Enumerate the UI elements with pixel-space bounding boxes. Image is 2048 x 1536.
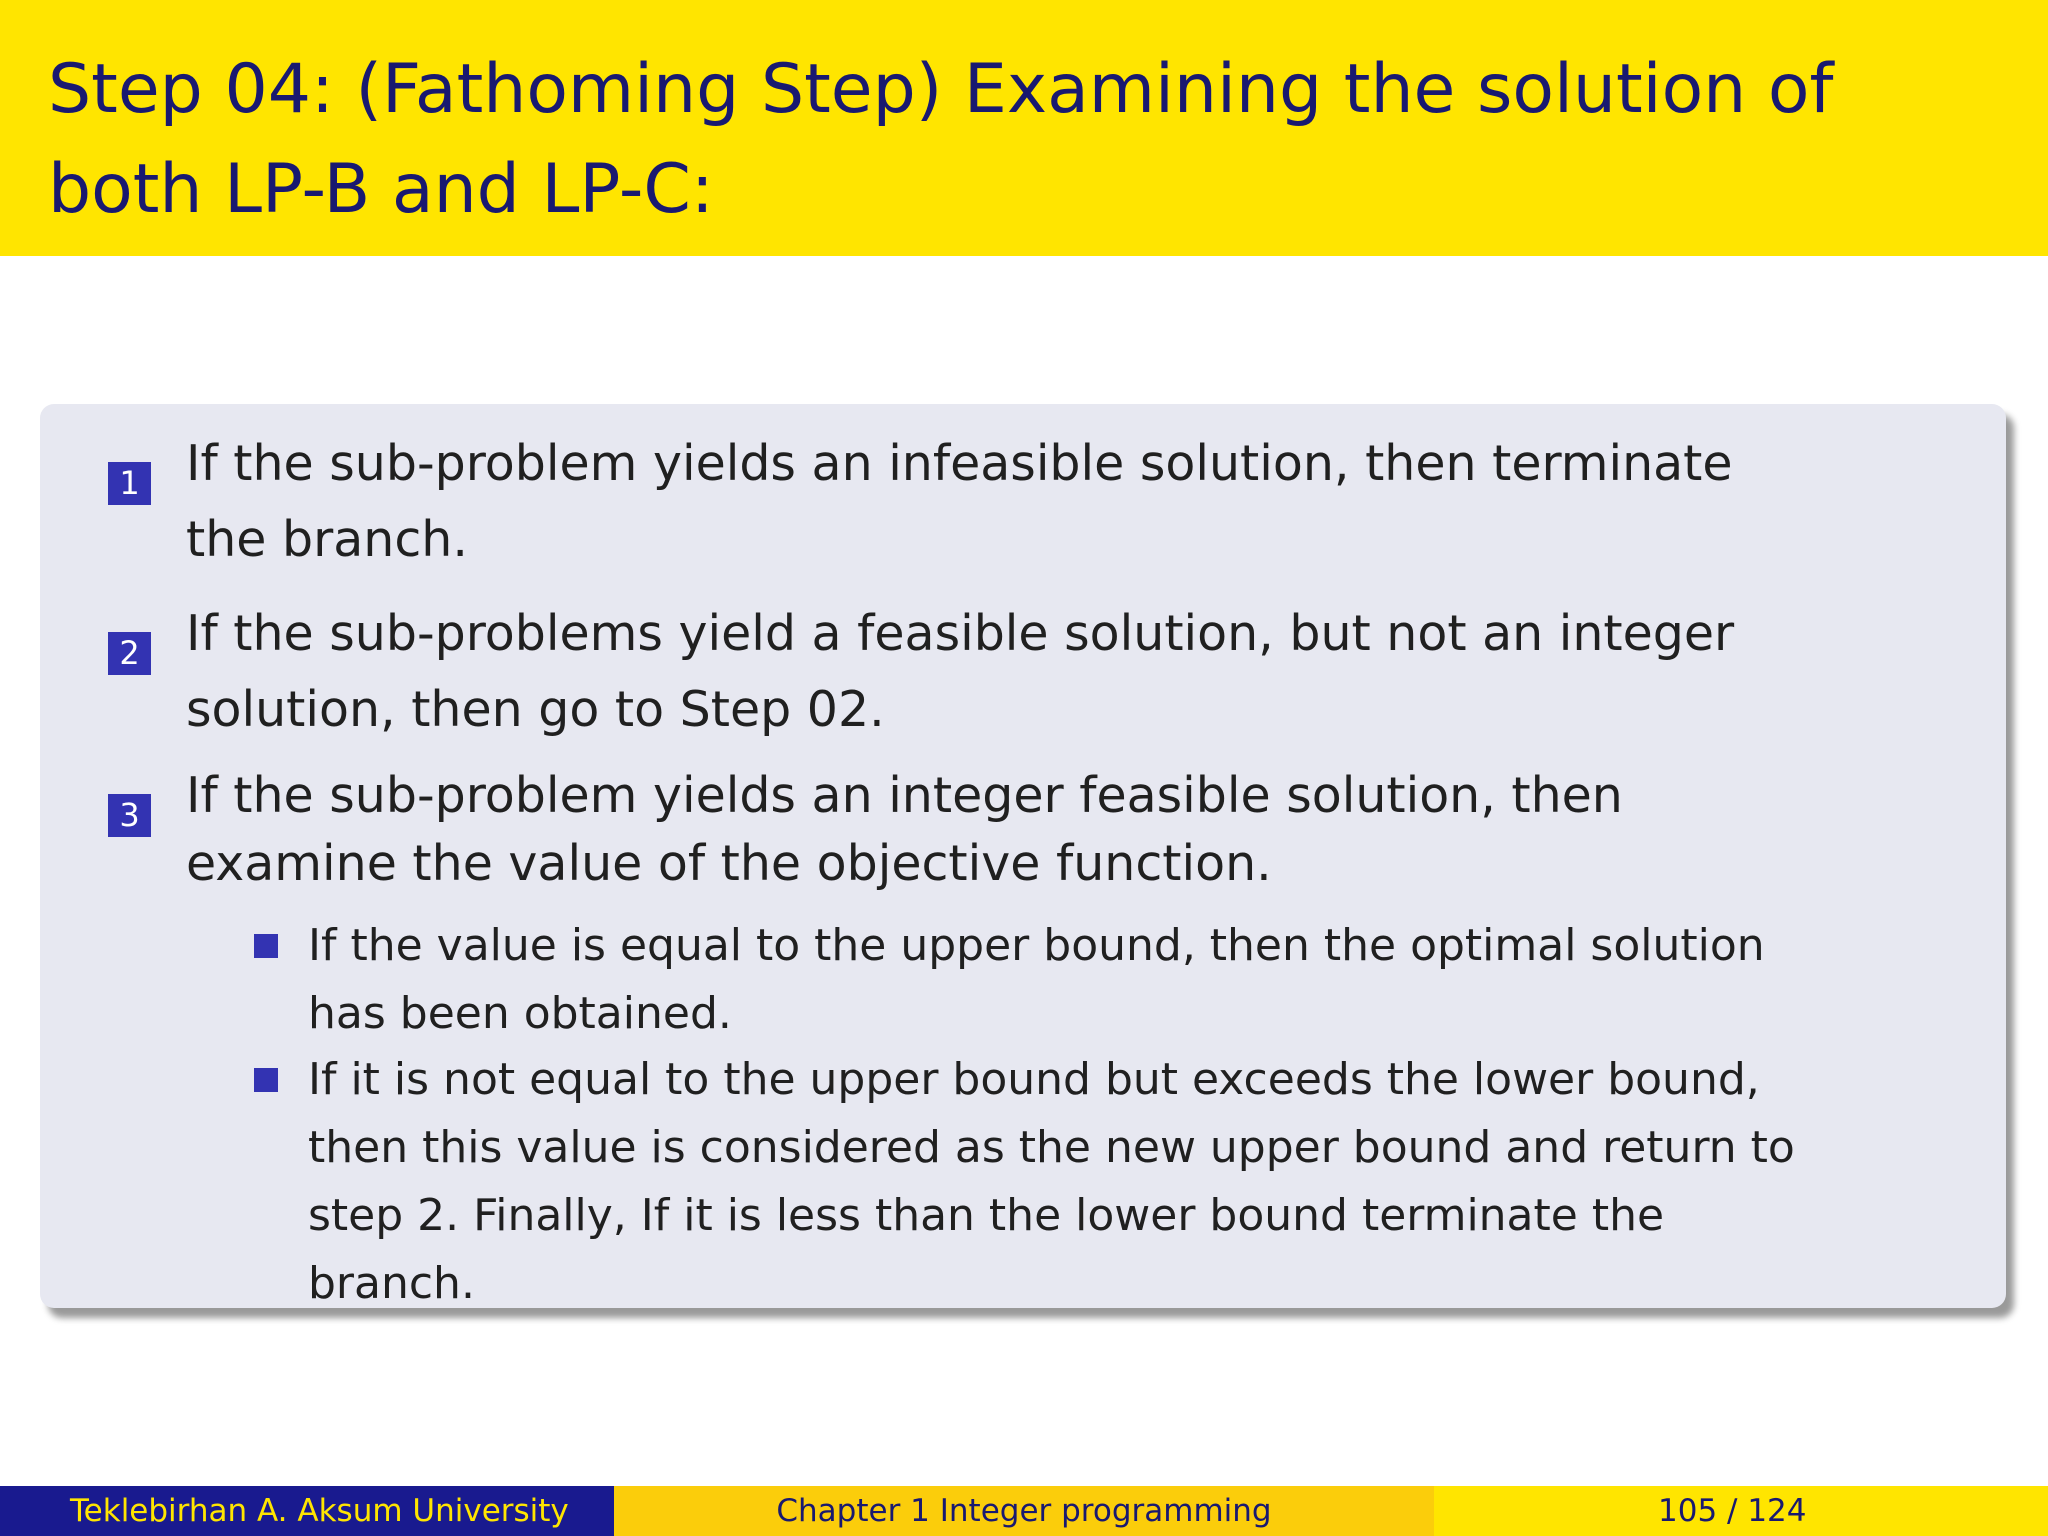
footer-author bbox=[0, 1486, 614, 1536]
footer bbox=[0, 1486, 2048, 1536]
list-item-text: If the sub-problems yield a feasible solution, but not an integer solution, then go to Step 02. bbox=[186, 605, 1735, 738]
footer-chapter-text: Chapter 1 Integer programming bbox=[776, 1493, 1272, 1529]
sub-list-item-text: If the value is equal to the upper bound, then the optimal solution has been obtained. bbox=[308, 920, 1765, 1039]
title-bar bbox=[0, 0, 2048, 256]
footer-chapter bbox=[614, 1486, 1434, 1536]
sub-list-item-text: If it is not equal to the upper bound but exceeds the lower bound, then this value is considered as the new upper bound and return to step 2. Finally, If it is less than the lower bound terminate the branch. bbox=[308, 1054, 1795, 1309]
item-number-badge: 2 bbox=[108, 632, 151, 675]
content-block bbox=[40, 404, 2006, 1308]
footer-page-text: 105 / 124 bbox=[1658, 1493, 1807, 1529]
sub-bullet-marker bbox=[254, 934, 278, 958]
item-number-badge: 3 bbox=[108, 794, 151, 837]
slide-title: Step 04: (Fathoming Step) Examining the solution of both LP-B and LP-C: bbox=[48, 50, 1834, 229]
list-item-text: If the sub-problem yields an infeasible solution, then terminate the branch. bbox=[186, 435, 1733, 568]
sub-bullet-marker bbox=[254, 1068, 278, 1092]
item-number-badge: 1 bbox=[108, 462, 151, 505]
list-item-text: If the sub-problem yields an integer feasible solution, then examine the value of the objective function. bbox=[186, 767, 1623, 892]
footer-page-number bbox=[1434, 1486, 2048, 1536]
footer-author-text: Teklebirhan A. Aksum University bbox=[70, 1493, 569, 1529]
